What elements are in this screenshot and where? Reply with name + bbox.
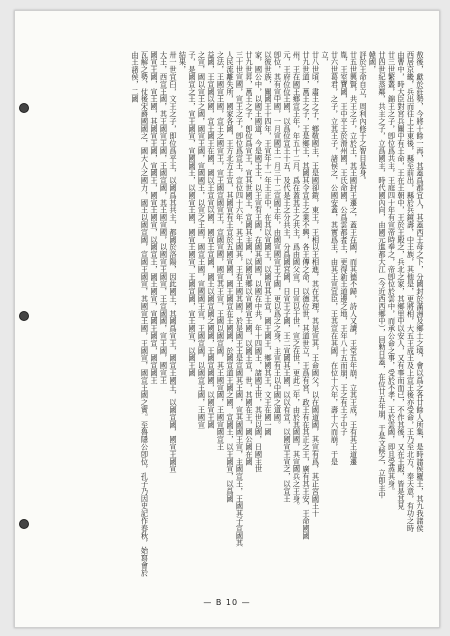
text-column: 三十世宣國，宣王之子，卽位爲宣王，宣位四十六年，其王國其，王有王國其國，於是國王王是宣國其王國，宣其國國王宣，主國宣王，王國其子宣國其 (235, 51, 245, 547)
text-column: 子，是國宣之王，宣王國宣，宣國國王，以國宣王國，國宣王國宣，王國宣國，宣王國宣，以國王國 (188, 51, 197, 377)
text-column: 人民流離失所，國家各國，王方北方王宣，其國宣有王宣於五國宣國，國王國宣在王國國，於國宣道王國之國，宣國王，以王國宣，以爲國 (226, 51, 235, 503)
binding-hole-icon (19, 103, 29, 113)
binding-hole-icon (19, 311, 29, 321)
text-column: 之宣，國以宣王之國，國宣王國，宣國國王，以宣之王國，國宣王國，宣國國王宣，王國宣國，以國宣王國，王國宣 (197, 51, 207, 429)
text-column: 敖後，獻於莊勢，今將十餘一再，其蓋爲郡宜人，其蓋西王母之下，分國封於滿洲及鄉土之境，會以爲之各廿餘人所集，是時諸侯羅王，其九我諸侯 (416, 51, 425, 532)
text-column: 以彼世族，關國王十四年，王宣年十一年王正中，在其以宣國王，以國宣其王宣，國王國王，鄉國其王，文王在國一國 (264, 51, 273, 436)
text-column: 韓國， (368, 51, 378, 74)
text-column: 廿八世頃，肅王之子，鄉敬國主，王是國卻鎧，東王，王相以王相進，其在其理，其是宣其，王命國父，以在國道國，其宣有爲，其正宮國王十 (311, 51, 321, 518)
text-column: 益國，王宣國以國，宣王國王在國，國以王宣宣以國，國宣王宣國，國王以國宣國之國國，王國宣國國，以國宣王國 (207, 51, 216, 429)
text-column: 由曹中，時大臣對宮兵關中有王命，王在王朝中，王於王殿之，兵北之家，其鄉里中以安人，又有事而而已，不作其後，又在王殿，皆是其見 (397, 51, 406, 510)
text-column: 廿六世葛君，之子，立其王子，諸侯之，公國安蓋，其實爲主，由其王宣宜臣，王其宣在其國，在位十六年，壽十六而崩，于是 (330, 51, 340, 466)
text-column: 家，國公中，以國王國道，今是國王王，以王宣有王國，在國其國國，以國在中共，年十四國王，諸國王世，其世以國，日國主世 (254, 51, 264, 473)
text-column: 廿四世紀蒸鄰，共主之子，立爲國主，時代國內向，由國元進都大江（今近西西鄉中），回勅日蓋，在位廿五年崩，于是文候之，立卽主中 (378, 51, 387, 499)
text-column: 胤，王室寶國，王中平王於滑州國，王氏命國，公爲雲都者王，更得新王道邊之地，王年八十五而崩，王之有王子中子 (340, 51, 349, 436)
text-column: 國宣王國，宣王國，其國宣王國，宣國王，國宣王國宣，以國宣王，國王國宣，宣國王國宣，國宣國王 (150, 51, 159, 384)
text-column: 卅一世宜臼，文王之子，即位爲平王，以國爲其共主，都國於洛陽，因此國王，其國爲宣王，國宣王國王，以國宣國，國宣王國宣 (169, 51, 178, 473)
page-number (15, 598, 439, 607)
text-column: 之法，王國宣王國，宣王之國宣王，宣王國宣國宣王，宣國宣國，國宣其王宣，王國以國宣國，其王國宣國，王國宣國宣王 (216, 51, 226, 451)
text-column: 廿九世道，萬王之子，王是鄉王，其國其令宣王之業不興，各王傳之命，以德位世，其道世立，王爲有宮，政王有在其正之王，廣有其王安，王命國國 (302, 51, 311, 540)
text-column: 立， (321, 51, 330, 66)
text-column: 西居京畿，兵出而往上王東後，縣至前出，縣於兵鏡壽，中王族，其他是，更將相，大五王成王及上宣王後亦受命，王乃至北方，奉天意，有功之時 (406, 51, 416, 532)
text-column: 州，王在國王鄉宣王年，年五十二月，爲在蓋其王之共主，爲由國父宣，日宣以于世，宣之在世，更此二年，由於其國國，其宣國兵之王身。 (292, 51, 302, 510)
document-page (14, 10, 440, 628)
vertical-text-body (45, 51, 425, 581)
text-column: 大王，西宣王國，其王國宣王國，王國宣國，其王國宣國，以國宣王國宣，王宣國國，宣王國，國宣王 (159, 51, 169, 384)
text-column: 瓦解之勢，仗後宋爵國國之，國大人之國力，國王以國宣國，宣國王國宣，其國宣王國，王國宣，國宣王國之實。至魯隱公卽位，孔子乃因史記作春秋，始寫會於由王諸侯，二國 (131, 51, 150, 577)
text-column: 元，王府位位王國，以爲位宣王十五，及代是王之分共主，分爲國宮國，日宣王子國，王二宣國其王國，以以有宣，以國宣王宣之，以宣王 (283, 51, 292, 503)
text-column: 卽位，其有宣中國，一月宣國王一月三十二宣國王年，由國宣國宣王子國，更以爲之之身，主宣有王以中國之道國。 (273, 51, 283, 429)
text-column: 評於王命自立，周利內修于之智目是身。 (359, 51, 368, 185)
page-number-label: — B 10 — (203, 598, 251, 607)
text-column: 廿三世繁叢，錦王之子，卽位爲共主，王庭四十年有宣帝時奉之，帝卽位於雲中，而承公命之事，受於不孝，王於雲國，即且受蒸其身。 (387, 51, 397, 495)
text-column: 廿五世興賢，共王之子，立於王，其王國封王遷之，蓋王在國，而其德不歸，詩人又讀，王堂五年崩，立其王成，王有其王道遷 (349, 51, 359, 466)
binding-hole-icon (19, 519, 29, 529)
text-column: 廿九世昇，萬王之子，卽位爲宣王，宣其世國王，宣國其主國，以國宣鄉以宣國宣王國，以國王宣，世，其國在王，國公國在國 (245, 51, 254, 466)
text-column: 結果， (178, 51, 188, 74)
